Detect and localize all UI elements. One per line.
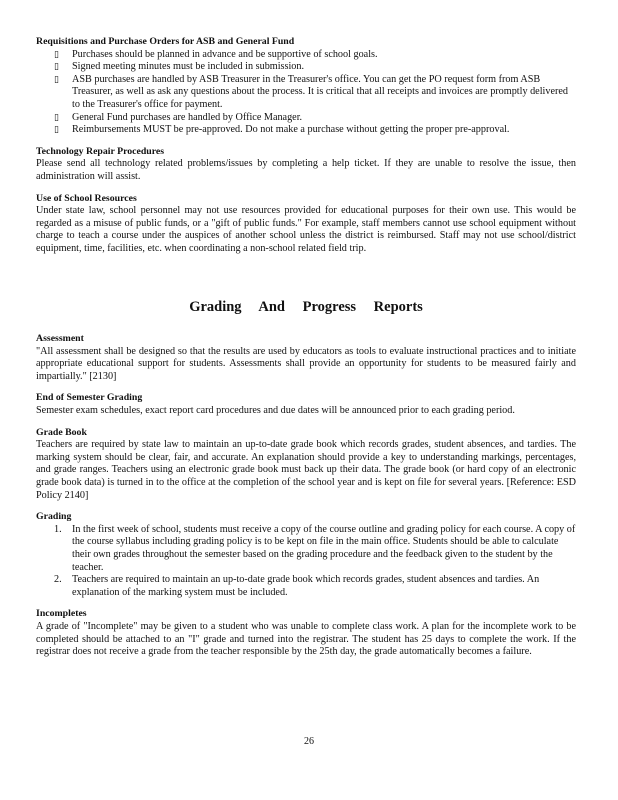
list-item — [36, 524, 576, 574]
list-item-text: Signed meeting minutes must be included in submission. — [72, 61, 305, 73]
list-item — [36, 112, 576, 125]
bullet-icon: ▯ — [54, 74, 59, 85]
bullet-icon: ▯ — [54, 112, 59, 123]
incompletes-body: A grade of "Incomplete" may be given to a student who was unable to complete class work. A plan for the incomplete work to be completed should be attached to an "I" grade and turned into the registrar. The student has 25 days to complete the work. If the registrar does not receive a grade from the teacher responsible by the 25th day, the grade automatically becomes a failure. — [36, 620, 576, 658]
list-number: 1. — [54, 523, 62, 535]
end-of-semester-section — [36, 392, 576, 417]
grading-list — [36, 524, 576, 600]
school-resources-section — [36, 193, 576, 256]
technology-body: Please send all technology related problems/issues by completing a help ticket. If they are unable to resolve the issue, then administration will assist. — [36, 158, 576, 182]
bullet-icon: ▯ — [54, 125, 59, 136]
assessment-body: "All assessment shall be designed so that the results are used by educators as tools to evaluate instructional practices and to initiate appropriate educational support for students. Assessments shall provide an opportunity for students to be measured fairly and impartially." [2130] — [36, 345, 576, 382]
bullet-icon: ▯ — [54, 49, 59, 60]
list-item — [36, 574, 576, 599]
list-item-text: General Fund purchases are handled by Office Manager. — [72, 111, 303, 123]
technology-section — [36, 146, 576, 184]
bullet-icon: ▯ — [54, 62, 59, 73]
list-number: 2. — [54, 574, 62, 586]
end-of-semester-heading: End of Semester Grading — [36, 392, 143, 404]
school-resources-heading: Use of School Resources — [36, 192, 137, 204]
grading-section — [36, 511, 576, 599]
grade-book-body: Teachers are required by state law to maintain an up-to-date grade book which records grades, student absences, and tardies. The marking system should be clear, fair, and accurate. An explanation should provide a key to understanding markings, percentages, and grade ranges. Teachers using an electronic grade book must back up their data. The grade book (or hard copy of an electronic grade book data) is turned in to the office at the completion of the school year and is kept on file for several years. [Reference: ESD Policy 2140] — [36, 439, 576, 501]
grading-heading: Grading — [36, 511, 72, 523]
list-item — [36, 124, 576, 137]
list-item — [36, 74, 576, 112]
requisitions-heading: Requisitions and Purchase Orders for ASB and General Fund — [36, 36, 295, 47]
grade-book-section — [36, 427, 576, 503]
technology-heading: Technology Repair Procedures — [36, 145, 165, 157]
requisitions-list — [36, 49, 576, 137]
list-item-text: Teachers are required to maintain an up-to-date grade book which records grades, student absences and tardies. An explanation of the marking system must be included. — [72, 574, 540, 598]
incompletes-section — [36, 608, 576, 658]
list-item — [36, 49, 576, 62]
assessment-heading: Assessment — [36, 333, 84, 345]
list-item-text: In the first week of school, students must receive a copy of the course outline and grading policy for each course. A copy of the course syllabus including grading policy is to be kept on file in the main office. Students should be able to calculate their own grades throughout the semester based on the grading procedure and the feedback given to the student by the teacher. — [72, 523, 576, 573]
list-item-text: Reimbursements MUST be pre-approved. Do not make a purchase without getting the proper pre-approval. — [72, 124, 510, 136]
incompletes-heading: Incompletes — [36, 608, 87, 620]
document-page — [36, 36, 576, 668]
end-of-semester-body: Semester exam schedules, exact report card procedures and due dates will be announced prior to each grading period. — [36, 405, 515, 417]
list-item — [36, 61, 576, 74]
grade-book-heading: Grade Book — [36, 426, 87, 438]
school-resources-body: Under state law, school personnel may not use resources provided for educational purposes for their own use. This would be regarded as a misuse of public funds, or a "gift of public funds." For example, staff members cannot use school equipment without charge to teach a course under the auspices of another school unless the district is reimbursed. Staff may not use school/district equipment, time, facilities, etc. when coordinating a non-school related field trip. — [36, 205, 576, 254]
page-title: Grading And Progress Reports — [189, 298, 423, 315]
assessment-section — [36, 333, 576, 383]
list-item-text: Purchases should be planned in advance and be supportive of school goals. — [72, 48, 378, 60]
page-number: 26 — [304, 736, 314, 747]
requisitions-section — [36, 36, 576, 137]
list-item-text: ASB purchases are handled by ASB Treasurer in the Treasurer's office. You can get the PO request form from ASB Treasurer, as well as ask any questions about the process. It is critical that all receipts and invoices are promptly delivered to the Treasurer's office for payment. — [72, 73, 568, 110]
